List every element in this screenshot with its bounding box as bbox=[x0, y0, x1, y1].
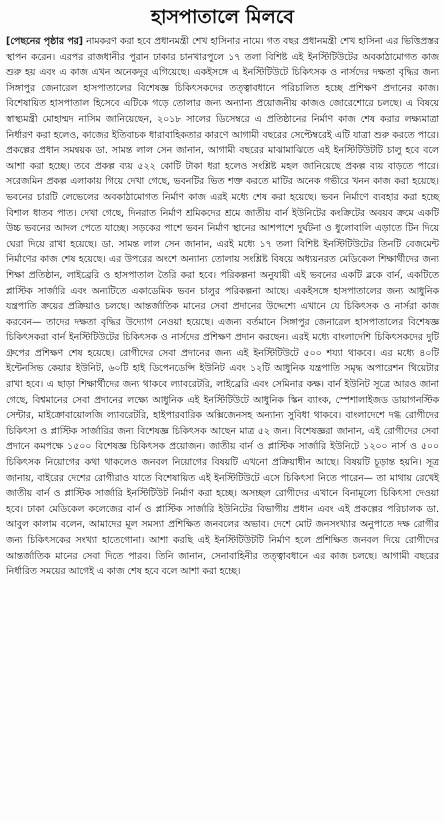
article-text: নামকরণ করা হবে প্রধানমন্ত্রী শেখ হাসিনার নামে। গত বছর প্রধানমন্ত্রী শেখ হাসিনা এর ভিত্তিপ্রস্তর স্থাপন করেন। এরপর রাজধানীর পুরান ঢাকার চানখারপুলে ১৭ তলা বিশিষ্ট এই ইনস্টিটিউটের অবকাঠামোগত কাজ শুরু হয় এবং এ কাজ এখন অনেকদূর এগিয়েছে। একইসঙ্গে এ ইনস্টিটিউটে চিকিৎসক ও নার্সদের দক্ষতা বৃদ্ধির জন্য সিঙ্গাপুর জেনারেল হাসপাতালের বিশেষজ্ঞ চিকিৎসকদের তত্ত্বাবধানে পরিচালিত হচ্ছে প্রশিক্ষণ প্রদানের কাজ। বিশেষায়িত হাসপাতাল হিসেবে এটিকে গড়ে তোলার জন্য অন্যান্য প্রয়োজনীয় কাজও জোরেশোরে চলছে। এ বিষয়ে স্বাস্থ্যমন্ত্রী মোহাম্মদ নাসিম জানিয়েছেন, ২০১৮ সালের ডিসেম্বরে এ প্রতিষ্ঠানের নির্মাণ কাজ শেষ করার লক্ষ্যমাত্রা নির্ধারণ করা হলেও, কাজের ইতিবাচক ধারাবাহিকতার কারণে আগামী বছরের সেপ্টেম্বরেই এটি যাত্রা শুরু করতে পারে। প্রকল্পের প্রধান সমন্বয়ক ডা. সামন্ত লাল সেন জানান, আগামী বছরের মাঝামাঝিতে এই ইনস্টিটিউটটি চালু হবে বলে আশা করা হচ্ছে। তবে প্রকল্প ব্যয় ৫২২ কোটি টাকা ধরা হলেও সংশ্লিষ্ট মহল জানিয়েছে প্রকল্প ব্যয় বাড়তে পারে। সরেজমিন প্রকল্প এলাকায় গিয়ে দেখা গেছে, ভবনটির ভিত শক্ত করতে মাটির অনেক গভীরে খনন কাজ করা হয়েছে। ভবনের চারটি লেভেলের অবকাঠামোগত নির্মাণ কাজ এরই মধ্যে শেষ করা হয়েছে। ভবন নির্মাণে ব্যবহার করা হচ্ছে বিশাল ধাতব পাত। দেখা গেছে, দিনরাত নির্মাণ শ্রমিকদের শ্রমে জাতীয় বার্ন ইউনিটের কংক্রিটের অবয়ব ক্রমে একটি উচ্চ ভবনের আদল পেতে যাচ্ছে। সড়কের পাশে ভবন নির্মাণ স্থানের আশপাশে দুর্ঘটনা ও ধুলোবালি এড়াতে টিন দিয়ে ঘেরা দিয়ে রাখা হয়েছে। ডা. সামন্ত লাল সেন জানান, এরই মধ্যে ১৭ তলা বিশিষ্ট ইনস্টিটিউটের তিনটি বেজমেন্ট নির্মাণের কাজ শেষ হয়েছে। এর উপরের অংশে অন্যান্য তোলায় সংশ্লিষ্ট বিষয়ে অধ্যয়নরত মেডিকেল শিক্ষার্থীদের জন্য শিক্ষা প্রতিষ্ঠান, লাইব্রেরি ও হাসপাতাল তৈরি করা হবে। পরিকল্পনা অনুযায়ী এই ভবনের একটি ব্লকে বার্ন, একটিতে প্লাস্টিক সার্জারি এবং অন্যটিতে একাডেমিক ভবন চালুর পরিকল্পনা আছে। একইসঙ্গে হাসপাতালের জন্য আধুনিক যন্ত্রপাতি ক্রয়ের প্রক্রিয়াও চলছে। আন্তর্জাতিক মানের সেবা প্রদানের উদ্দেশ্যে এখানে যে চিকিৎসক ও নার্সরা কাজ করবেন— তাদের দক্ষতা বৃদ্ধির উদ্যোগ নেওয়া হয়েছে। এজন্য বর্তমানে সিঙ্গাপুর জেনারেল হাসপাতালের বিশেষজ্ঞ চিকিৎসকরা বার্ন ইনস্টিটিউটের চিকিৎসক ও নার্সদের প্রশিক্ষণ প্রদান করছেন। এরই মধ্যে বাংলাদেশি চিকিৎসকদের দুটি গ্রুপের প্রশিক্ষণ শেষ হয়েছে। রোগীদের সেবা প্রদানের জন্য এই ইনস্টিটিউটে ৫০০ শয্যা থাকবে। এর মধ্যে ৪০টি ইন্টেনসিভ কেয়ার ইউনিট, ৬০টি হাই ডিপেনডেন্সি ইউনিট এবং ১২টি আধুনিক যন্ত্রপাতি সমৃদ্ধ অপারেশন থিয়েটার রাখা হবে। এ ছাড়া শিক্ষার্থীদের জন্য থাকবে ল্যাবরেটরি, লাইব্রেরি এবং সেমিনার কক্ষ। বার্ন ইউনিট সূত্রে আরও জানা গেছে, বিশ্বমানের সেবা প্রদানের লক্ষ্যে আধুনিক এই ইনস্টিটিউটে আধুনিক স্কিন ব্যাংক, স্পেশালাইজড ডায়াগনস্টিক সেন্টার, মাইক্রোবায়োলজি ল্যাবরেটরি, হাইপারবারিক অক্সিজেনসহ অন্যান্য সুবিধা থাকবে। বাংলাদেশে দগ্ধ রোগীদের চিকিৎসা ও প্লাস্টিক সার্জারির জন্য বিশেষজ্ঞ চিকিৎসক আছেন মাত্র ৫২ জন। বিশেষজ্ঞরা জানান, এই রোগীদের সেবা প্রদানে কমপক্ষে ১৫০০ বিশেষজ্ঞ চিকিৎসক প্রয়োজন। জাতীয় বার্ন ও প্লাস্টিক সার্জারি ইউনিটে ১২০০ নার্স ও ৫০০ চিকিৎসক নিয়োগের কথা থাকলেও জনবল নিয়োগের বিষয়টি এখনো প্রক্রিয়াধীন আছে। বিষয়টি চূড়ান্ত হয়নি। সূত্র জানায়, বাইরের দেশের রোগীরাও যাতে বিশেষায়িত এই ইনস্টিটিউটে এসে চিকিৎসা নিতে পারেন— তা মাথায় রেখেই জাতীয় বার্ন ও প্লাস্টিক সার্জারি ইনস্টিটিউট নির্মাণ করা হচ্ছে। অসচ্ছল রোগীদের এখানে বিনামূল্যে চিকিৎসা দেওয়া হবে। ঢাকা মেডিকেল কলেজের বার্ন ও প্লাস্টিক সার্জারি ইউনিটের বিভাগীয় প্রধান এবং এই প্রকল্পের পরিচালক ডা. আবুল কালাম বলেন, আমাদের মূল সমস্যা প্রশিক্ষিত জনবলের অভাব। দেশে মোট জনসংখ্যার অনুপাতে দক্ষ রোগীর জন্য চিকিৎসকের সংখ্যা হাতেগোনা। আশা করছি এই ইনস্টিটিউটটি নির্মাণ হলে প্রশিক্ষিত জনবল দিয়ে রোগীদের আন্তর্জাতিক মানের সেবা দিতে পারব। তিনি জানান, সেনাবাহিনীর তত্ত্বাবধানে এর কাজ চলছে। আগামী বছরের নির্ধারিত সময়ের আগেই এ কাজ শেষ হবে বলে আশা করা হচ্ছে। bbox=[6, 36, 439, 578]
headline: হাসপাতালে মিলবে bbox=[151, 6, 294, 28]
continuation-marker: [পেছনের পৃষ্ঠার পর] bbox=[6, 36, 83, 47]
article-body bbox=[6, 34, 439, 580]
